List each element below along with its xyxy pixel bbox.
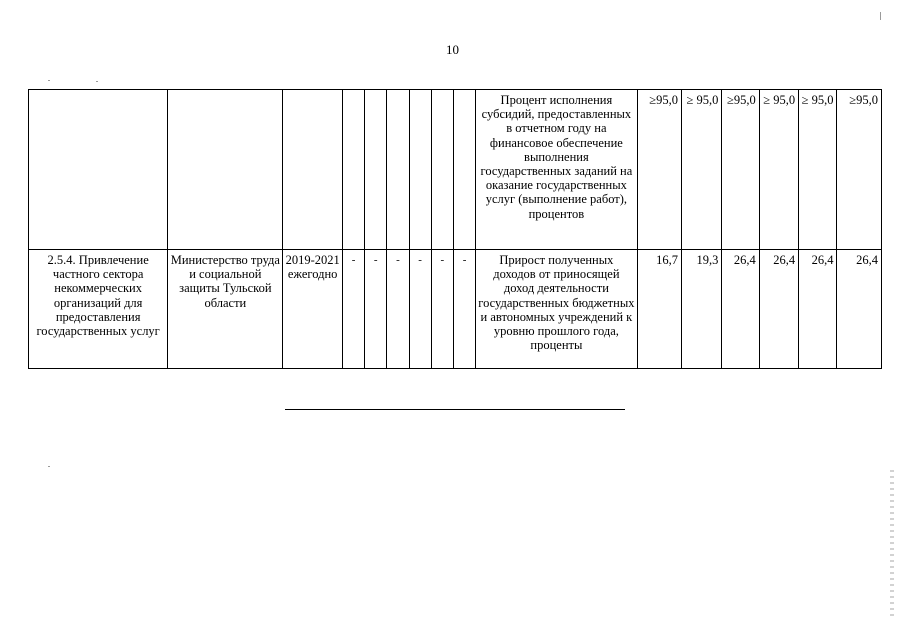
funding-cell: - [387,250,409,369]
funding-cell: - [409,250,431,369]
value-cell: 19,3 [682,250,722,369]
scan-speck [48,80,50,81]
value-cell: 26,4 [799,250,837,369]
value-cell: ≥95,0 [722,90,759,250]
funding-cell: - [431,250,453,369]
scan-edge-mark [890,470,894,620]
indicator-cell: Процент исполнения субсидий, предоставленных в отчетном году на финансовое обеспечение выполнения государственных заданий на оказание государственных услуг (выполнение работ), процентов [476,90,638,250]
value-cell: ≥ 95,0 [799,90,837,250]
value-cell: ≥95,0 [637,90,681,250]
value-cell: 26,4 [722,250,759,369]
value-cell: 16,7 [637,250,681,369]
indicator-cell: Прирост полученных доходов от приносящей доход деятельности государственных бюджетных и автономных учреждений к уровню прошлого года, проценты [476,250,638,369]
funding-cell [453,90,475,250]
funding-cell [342,90,364,250]
scan-speck [48,466,50,467]
end-separator-line [285,409,625,410]
period-cell: 2019-2021 ежегодно [283,250,343,369]
scan-speck [96,81,98,82]
funding-cell [365,90,387,250]
funding-cell [431,90,453,250]
value-cell: ≥95,0 [837,90,882,250]
funding-cell [387,90,409,250]
value-cell: 26,4 [759,250,798,369]
funding-cell: - [342,250,364,369]
funding-cell: - [453,250,475,369]
value-cell: ≥ 95,0 [759,90,798,250]
period-cell [283,90,343,250]
value-cell: 26,4 [837,250,882,369]
page-number: 10 [446,42,459,57]
funding-cell: - [365,250,387,369]
scan-speck [880,12,881,20]
funding-cell [409,90,431,250]
executor-cell: Министерство труда и социальной защиты Тульской области [168,250,283,369]
value-cell: ≥ 95,0 [682,90,722,250]
table-row [29,90,882,250]
indicators-table [28,89,882,369]
table-row [29,250,882,369]
executor-cell [168,90,283,250]
activity-cell [29,90,168,250]
activity-cell: 2.5.4. Привлечение частного сектора некоммерческих организаций для предоставления государственных услуг [29,250,168,369]
